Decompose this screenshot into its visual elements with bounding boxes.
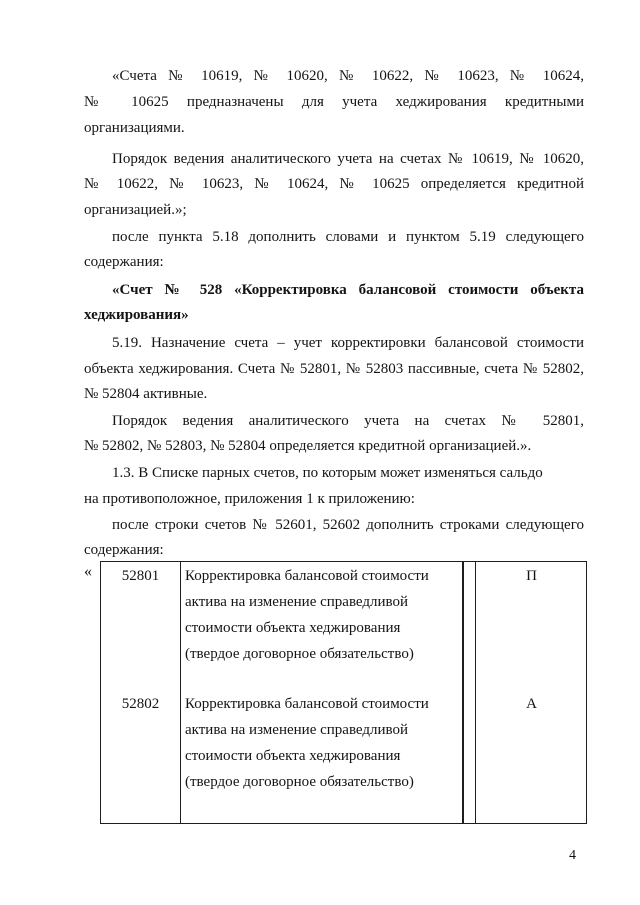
account-name-line: Корректировка балансовой стоимости [185, 568, 429, 584]
account-type: А [526, 696, 537, 712]
text-line: № 10625 предназначены для учета хеджирования кредитными [84, 94, 584, 110]
text-line: организациями. [84, 120, 185, 136]
text-line: № 52804 активные. [84, 386, 208, 402]
column-divider [180, 562, 181, 823]
text-line: после строки счетов № 52601, 52602 дополнить строками следующего [112, 517, 584, 533]
text-line: объекта хеджирования. Счета № 52801, № 52803 пассивные, счета № 52802, [84, 361, 584, 377]
text-line: 5.19. Назначение счета – учет корректировки балансовой стоимости [112, 335, 584, 351]
text-line: содержания: [84, 254, 164, 270]
section-heading: хеджирования» [84, 307, 189, 323]
opening-quote: « [84, 563, 92, 580]
text-line: 1.3. В Списке парных счетов, по которым может изменяться сальдо [112, 465, 543, 481]
section-heading: «Счет № 528 «Корректировка балансовой стоимости объекта [112, 282, 584, 298]
text-line: № 52802, № 52803, № 52804 определяется кредитной организацией.». [84, 438, 532, 454]
account-name-line: стоимости объекта хеджирования [185, 748, 401, 764]
accounts-table [100, 561, 587, 824]
text-line: на противоположное, приложения 1 к приложению: [84, 491, 415, 507]
account-name-line: (твердое договорное обязательство) [185, 774, 414, 790]
account-code: 52801 [121, 568, 160, 584]
account-code: 52802 [121, 696, 160, 712]
account-name-line: (твердое договорное обязательство) [185, 646, 414, 662]
text-line: «Счета № 10619, № 10620, № 10622, № 10623, № 10624, [112, 68, 584, 84]
text-line: организацией.»; [84, 202, 187, 218]
account-name-line: актива на изменение справедливой [185, 722, 409, 738]
text-line: Порядок ведения аналитического учета на счетах № 52801, [112, 413, 584, 429]
text-line: содержания: [84, 542, 164, 558]
account-name-line: Корректировка балансовой стоимости [185, 696, 429, 712]
text-line: после пункта 5.18 дополнить словами и пунктом 5.19 следующего [112, 229, 584, 245]
text-line: Порядок ведения аналитического учета на счетах № 10619, № 10620, [112, 151, 584, 167]
account-name-line: актива на изменение справедливой [185, 594, 409, 610]
text-line: № 10622, № 10623, № 10624, № 10625 определяется кредитной [84, 176, 584, 192]
page-number: 4 [569, 848, 576, 863]
account-name-line: стоимости объекта хеджирования [185, 620, 401, 636]
account-type: П [526, 568, 537, 584]
column-divider [462, 562, 464, 823]
